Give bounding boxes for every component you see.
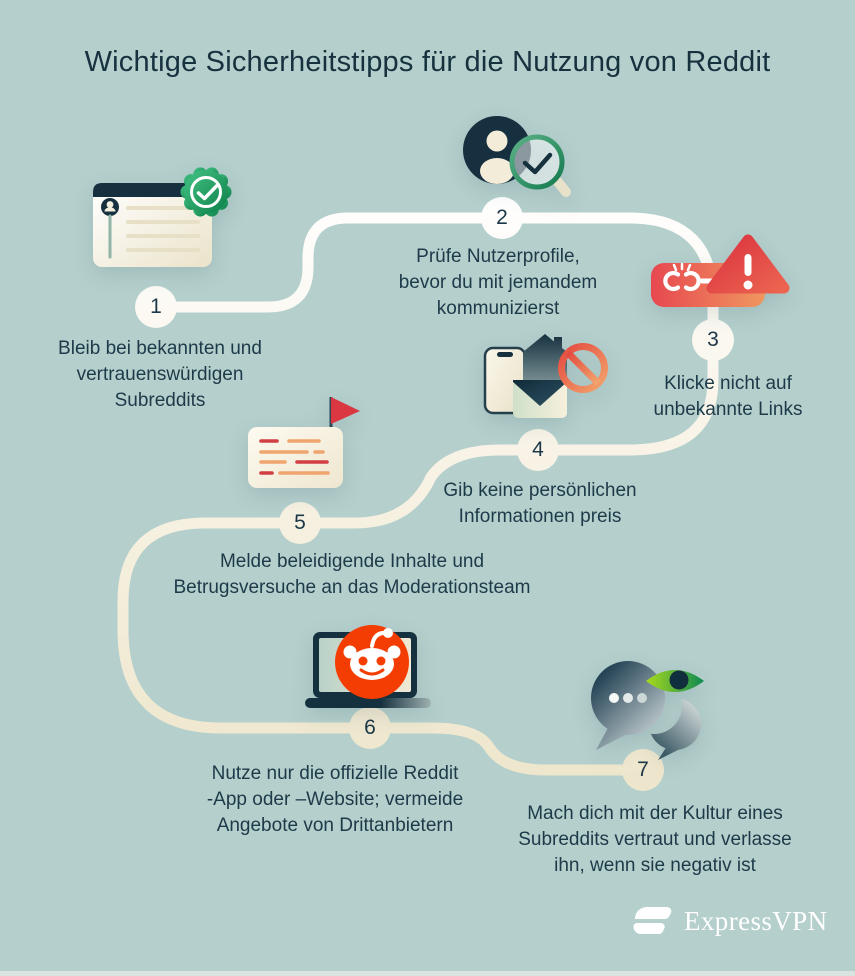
bottom-strip	[0, 971, 855, 976]
step-2-label: Prüfe Nutzerprofile, bevor du mit jemandem kommunizierst	[398, 246, 598, 319]
step-5-label: Melde beleidigende Inhalte und Betrugsversuche an das Moderationsteam	[173, 551, 531, 598]
step-1-number: 1	[150, 295, 162, 318]
subreddit-culture-eye-icon	[578, 650, 723, 762]
step-6-number: 6	[364, 716, 376, 739]
step-4-label: Gib keine persönlichen Informationen preis	[443, 480, 637, 527]
reddit-logo-icon	[335, 625, 409, 699]
step-5-number: 5	[294, 511, 306, 534]
step-4-number: 4	[532, 438, 544, 461]
page-title: Wichtige Sicherheitstipps für die Nutzung von Reddit	[84, 46, 771, 78]
verified-badge-icon	[181, 167, 232, 216]
step-7-number: 7	[637, 758, 649, 781]
step-7-label: Mach dich mit der Kultur eines Subreddits vertraut und verlasse ihn, wenn sie negativ ist	[518, 803, 792, 876]
broken-link-warning-icon	[645, 228, 795, 343]
step-6-label: Nutze nur die offizielle Reddit -App oder –Website; vermeide Angebote von Drittanbietern	[206, 763, 464, 836]
brand-name: ExpressVPN	[684, 905, 828, 936]
official-reddit-app-icon	[303, 622, 448, 718]
step-2-number: 2	[496, 206, 508, 229]
step-3-label: Klicke nicht auf unbekannte Links	[653, 373, 803, 420]
profile-check-magnifier-icon	[455, 110, 590, 228]
expressvpn-logo	[630, 904, 828, 938]
verified-subreddit-card-icon	[86, 162, 238, 274]
step-1-label: Bleib bei bekannten und vertrauenswürdigen Subreddits	[58, 338, 262, 411]
expressvpn-mark-icon	[630, 904, 674, 938]
step-3-number: 3	[707, 328, 719, 351]
